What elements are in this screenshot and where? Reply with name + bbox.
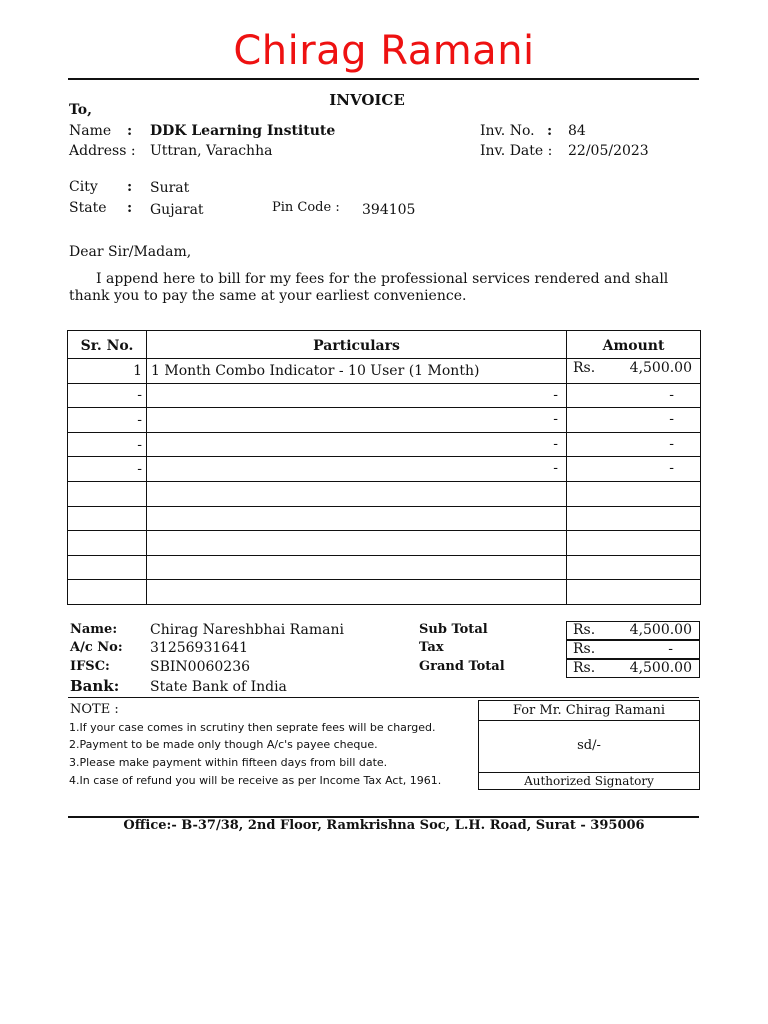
col-header-particulars: Particulars — [147, 331, 567, 359]
table-row — [68, 359, 701, 384]
row-particulars — [147, 383, 567, 408]
row-sr: 1 — [68, 359, 147, 384]
signature-mark: sd/- — [479, 720, 699, 773]
row-particulars-value: - — [553, 460, 558, 477]
subtotal-currency: Rs. — [573, 622, 596, 638]
name-colon: : — [127, 123, 133, 139]
tax-currency: Rs. — [573, 641, 596, 657]
tax-label: Tax — [419, 640, 444, 655]
tax-box — [566, 640, 700, 659]
header-rule — [68, 78, 699, 80]
row-sr: - — [68, 383, 147, 408]
salutation: Dear Sir/Madam, — [69, 244, 192, 260]
row-amount — [567, 383, 701, 408]
row-amount — [567, 457, 701, 482]
inv-no-colon: : — [547, 123, 553, 139]
table-row — [68, 383, 701, 408]
state-colon: : — [127, 200, 133, 216]
row-amount — [567, 408, 701, 433]
note-item: 4.In case of refund you will be receive as per Income Tax Act, 1961. — [69, 774, 442, 787]
customer-state: Gujarat — [150, 202, 204, 218]
brand-name: Chirag Ramani — [233, 28, 535, 74]
col-header-amount: Amount — [567, 331, 701, 359]
address-label: Address : — [69, 143, 136, 159]
bank-name-label: Name: — [70, 622, 118, 637]
row-particulars — [147, 408, 567, 433]
account-holder-name: Chirag Nareshbhai Ramani — [150, 622, 345, 638]
notes-divider — [68, 697, 699, 698]
to-label: To, — [69, 102, 93, 118]
table-row-empty — [68, 481, 701, 506]
table-header-row — [68, 331, 701, 359]
signature-for-label: For Mr. Chirag Ramani — [479, 701, 699, 721]
row-amount-value: 4,500.00 — [629, 360, 692, 376]
pin-label: Pin Code : — [272, 200, 340, 215]
state-label: State — [69, 200, 107, 216]
office-address: Office:- B-37/38, 2nd Floor, Ramkrishna Soc, L.H. Road, Surat - 395006 — [123, 818, 645, 833]
tax-value: - — [668, 641, 673, 657]
customer-name: DDK Learning Institute — [150, 123, 336, 139]
row-amount-value: - — [669, 435, 674, 452]
col-header-sr: Sr. No. — [68, 331, 147, 359]
grand-total-box — [566, 659, 700, 678]
customer-city: Surat — [150, 180, 190, 196]
row-particulars — [147, 432, 567, 457]
inv-date-label: Inv. Date : — [480, 143, 553, 159]
letter-line-1: I append here to bill for my fees for the professional services rendered and shall — [96, 271, 669, 287]
row-particulars — [147, 457, 567, 482]
inv-no-value: 84 — [568, 123, 586, 139]
signature-box — [478, 700, 700, 790]
note-item: 2.Payment to be made only though A/c's payee cheque. — [69, 738, 378, 751]
row-particulars: 1 Month Combo Indicator - 10 User (1 Month) — [147, 359, 567, 384]
row-sr: - — [68, 408, 147, 433]
customer-pin: 394105 — [362, 202, 416, 218]
row-sr: - — [68, 457, 147, 482]
items-table — [67, 330, 701, 605]
row-currency: Rs. — [573, 360, 596, 376]
inv-no-label: Inv. No. — [480, 123, 535, 139]
row-amount-value: - — [669, 411, 674, 428]
table-row-empty — [68, 580, 701, 605]
row-sr: - — [68, 432, 147, 457]
ifsc-label: IFSC: — [70, 659, 110, 674]
row-amount — [567, 432, 701, 457]
row-particulars-value: - — [553, 435, 558, 452]
table-row-empty — [68, 506, 701, 531]
customer-address: Uttran, Varachha — [150, 143, 273, 159]
row-amount — [567, 359, 701, 384]
account-no-label: A/c No: — [70, 640, 123, 655]
grand-total-currency: Rs. — [573, 660, 596, 676]
authorized-signatory-label: Authorized Signatory — [524, 774, 654, 788]
row-particulars-value: - — [553, 411, 558, 428]
letter-line-2: thank you to pay the same at your earliest convenience. — [69, 288, 467, 304]
grand-total-value: 4,500.00 — [629, 660, 692, 676]
subtotal-value: 4,500.00 — [629, 622, 692, 638]
row-amount-value: - — [669, 386, 674, 403]
table-row-empty — [68, 555, 701, 580]
city-label: City — [69, 179, 98, 195]
subtotal-label: Sub Total — [419, 622, 488, 637]
invoice-title: INVOICE — [329, 91, 405, 109]
note-item: 1.If your case comes in scrutiny then seprate fees will be charged. — [69, 721, 436, 734]
subtotal-box — [566, 621, 700, 640]
bank-label: Bank: — [70, 677, 120, 695]
table-row — [68, 432, 701, 457]
table-row — [68, 408, 701, 433]
bank-value: State Bank of India — [150, 679, 287, 695]
grand-total-label: Grand Total — [419, 659, 505, 674]
account-no-value: 31256931641 — [150, 640, 248, 656]
note-item: 3.Please make payment within fifteen days from bill date. — [69, 756, 388, 769]
name-label: Name — [69, 123, 112, 139]
ifsc-value: SBIN0060236 — [150, 659, 251, 675]
row-amount-value: - — [669, 460, 674, 477]
table-row-empty — [68, 531, 701, 556]
table-row — [68, 457, 701, 482]
inv-date-value: 22/05/2023 — [568, 143, 649, 159]
note-heading: NOTE : — [70, 702, 119, 717]
city-colon: : — [127, 179, 133, 195]
row-particulars-value: - — [553, 386, 558, 403]
